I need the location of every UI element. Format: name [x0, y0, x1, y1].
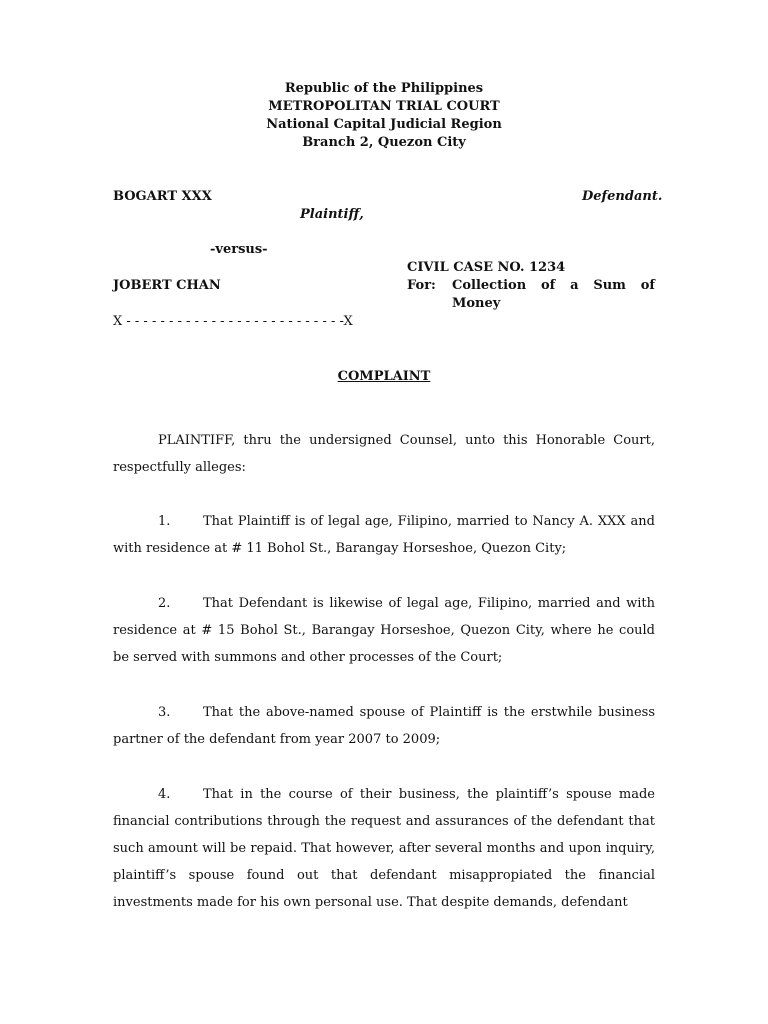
header-region: National Capital Judicial Region	[266, 117, 502, 132]
paragraph-text: That the above-named spouse of Plaintiff is the erstwhile business partner of the defendant from year 2007 to 2009;	[113, 705, 655, 747]
intro-paragraph	[113, 427, 655, 481]
paragraph-2	[113, 590, 655, 671]
header-republic: Republic of the Philippines	[284, 81, 484, 96]
paragraph-text: That Plaintiff is of legal age, Filipino, married to Nancy A. XXX and with residence at # 11 Bohol St., Barangay Horseshoe, Quezon City;	[113, 514, 655, 556]
paragraph-number: 3.	[158, 705, 171, 720]
paragraph-text: That Defendant is likewise of legal age, Filipino, married and with residence at # 15 Bohol St., Barangay Horseshoe, Quezon City, where he could be served with summons and other processes of the Court;	[113, 596, 655, 665]
paragraph-number: 1.	[158, 514, 171, 529]
case-number: CIVIL CASE NO. 1234	[407, 260, 566, 275]
paragraph-3	[113, 699, 655, 753]
intro-text: PLAINTIFF, thru the undersigned Counsel, unto this Honorable Court, respectfully alleges:	[113, 433, 655, 475]
for-text: Collection of a Sum of	[452, 278, 655, 293]
caption-separator: X - - - - - - - - - - - - - - - - - - - - - - - - - -X	[113, 314, 353, 329]
plaintiff-role: Plaintiff,	[300, 207, 364, 222]
paragraph-1	[113, 508, 655, 562]
paragraph-text: That in the course of their business, the plaintiff’s spouse made financial contributions through the request and assurances of the defendant that such amount will be repaid. That however, after several months and upon inquiry, plaintiff’s spouse found out that defendant misappropiated the financial investments made for his own personal use. That despite demands, defendant	[113, 787, 655, 910]
header-branch: Branch 2, Quezon City	[302, 135, 466, 150]
document-title: COMPLAINT	[337, 369, 431, 384]
plaintiff-name: BOGART XXX	[113, 189, 212, 204]
versus-label: -versus-	[210, 242, 268, 257]
paragraph-number: 2.	[158, 596, 171, 611]
for-text-continued: Money	[452, 296, 501, 311]
defendant-role: Defendant.	[582, 189, 663, 204]
header-court: METROPOLITAN TRIAL COURT	[268, 99, 500, 114]
paragraph-number: 4.	[158, 787, 171, 802]
for-label: For:	[407, 278, 436, 293]
paragraph-4	[113, 781, 655, 916]
defendant-name: JOBERT CHAN	[113, 278, 221, 293]
